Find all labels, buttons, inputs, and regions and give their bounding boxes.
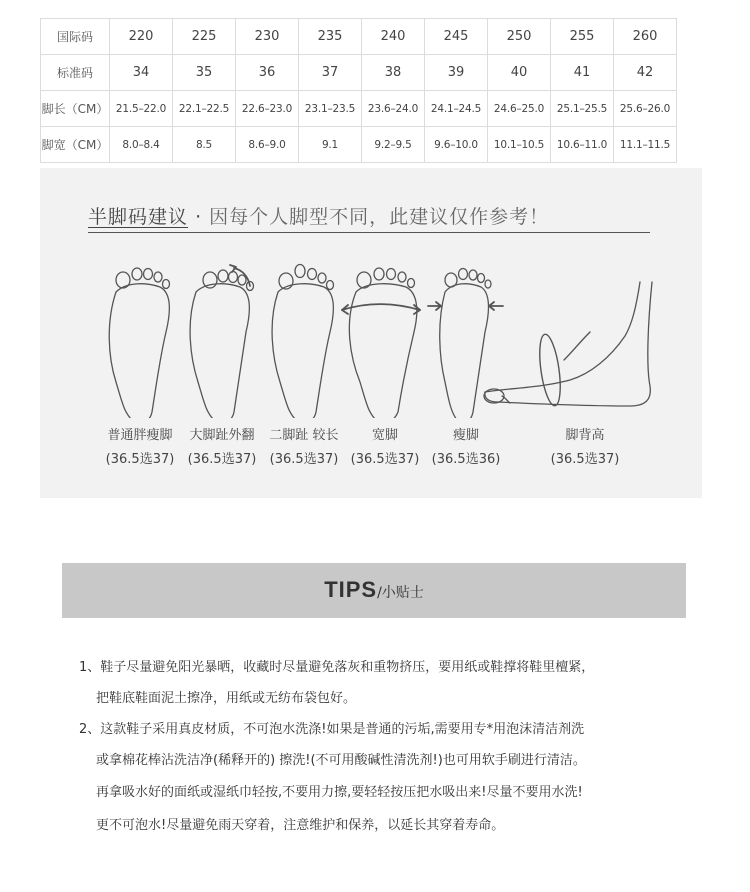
- size-cell: 9.6–10.0: [425, 127, 488, 163]
- size-cell: 36: [236, 55, 299, 91]
- size-cell: 38: [362, 55, 425, 91]
- tip-line: 或拿棉花棒沾洗洁净(稀释开的) 擦洗!(不可用酸碱性清洗剂!)也可用软手刷进行清洁。: [96, 753, 586, 768]
- foot-size-suggestion: (36.5选37): [550, 452, 620, 467]
- size-table-row: [41, 127, 677, 163]
- size-cell: 21.5–22.0: [110, 91, 173, 127]
- size-row-label: 标准码: [41, 55, 110, 91]
- size-cell: 9.2–9.5: [362, 127, 425, 163]
- wide-foot-icon: [342, 268, 420, 418]
- size-cell: 39: [425, 55, 488, 91]
- half-size-advice-panel: [40, 168, 702, 498]
- size-cell: 250: [488, 19, 551, 55]
- size-cell: 24.6–25.0: [488, 91, 551, 127]
- size-cell: 35: [173, 55, 236, 91]
- foot-size-suggestion: (36.5选37): [269, 452, 339, 467]
- foot-size-suggestion: (36.5选37): [187, 452, 257, 467]
- foot-size-suggestion: (36.5选36): [431, 452, 501, 467]
- high-instep-foot-icon: [484, 282, 652, 407]
- foot-size-suggestion: (36.5选37): [350, 452, 420, 467]
- size-cell: 34: [110, 55, 173, 91]
- tips-title: TIPS: [324, 577, 378, 602]
- size-cell: 8.6–9.0: [236, 127, 299, 163]
- size-cell: 255: [551, 19, 614, 55]
- tip-line: 再拿吸水好的面纸或湿纸巾轻按,不要用力擦,要轻轻按压把水吸出来!尽量不要用水洗!: [96, 785, 583, 800]
- advice-title: [88, 202, 549, 229]
- size-row-label: 脚宽（CM）: [41, 127, 110, 163]
- foot-type-label: 大脚趾外翻: [189, 428, 255, 443]
- size-cell: 235: [299, 19, 362, 55]
- size-cell: 225: [173, 19, 236, 55]
- size-cell: 40: [488, 55, 551, 91]
- size-cell: 41: [551, 55, 614, 91]
- foot-illustrations: [40, 248, 702, 418]
- size-cell: 260: [614, 19, 677, 55]
- size-cell: 245: [425, 19, 488, 55]
- size-table-row: [41, 19, 677, 55]
- normal-foot-icon: [109, 268, 169, 418]
- size-table-row: [41, 55, 677, 91]
- tips-banner: [62, 563, 686, 618]
- size-cell: 25.1–25.5: [551, 91, 614, 127]
- foot-type-label: 宽脚: [371, 428, 398, 443]
- size-cell: 8.0–8.4: [110, 127, 173, 163]
- size-row-label: 脚长（CM）: [41, 91, 110, 127]
- size-cell: 230: [236, 19, 299, 55]
- size-cell: 42: [614, 55, 677, 91]
- size-cell: 8.5: [173, 127, 236, 163]
- tip-line: 2、这款鞋子采用真皮材质，不可泡水洗涤!如果是普通的污垢,需要用专*用泡沫清洁剂洗: [79, 722, 585, 737]
- size-row-label: 国际码: [41, 19, 110, 55]
- title-divider: [88, 232, 650, 233]
- size-cell: 23.1–23.5: [299, 91, 362, 127]
- size-cell: 22.1–22.5: [173, 91, 236, 127]
- foot-size-suggestion: (36.5选37): [105, 452, 175, 467]
- size-cell: 9.1: [299, 127, 362, 163]
- tip-line: 把鞋底鞋面泥土擦净，用纸或无纺布袋包好。: [96, 691, 357, 706]
- size-cell: 24.1–24.5: [425, 91, 488, 127]
- size-cell: 11.1–11.5: [614, 127, 677, 163]
- size-cell: 25.6–26.0: [614, 91, 677, 127]
- advice-title-note: 因每个人脚型不同，此建议仅作参考！: [209, 206, 550, 228]
- size-cell: 220: [110, 19, 173, 55]
- advice-title-separator: ·: [195, 206, 203, 228]
- tip-line: 1、鞋子尽量避免阳光暴晒，收藏时尽量避免落灰和重物挤压，要用纸或鞋撑将鞋里檀紧，: [79, 660, 595, 675]
- size-table-row: [41, 91, 677, 127]
- bunion-foot-icon: [190, 265, 253, 418]
- tips-subtitle: /小贴士: [377, 585, 424, 601]
- foot-type-label: 脚背高: [565, 428, 605, 443]
- size-cell: 37: [299, 55, 362, 91]
- size-cell: 23.6–24.0: [362, 91, 425, 127]
- tips-heading: [62, 577, 686, 603]
- size-cell: 10.6–11.0: [551, 127, 614, 163]
- long-second-toe-foot-icon: [272, 265, 333, 419]
- size-table: [40, 18, 677, 163]
- size-cell: 10.1–10.5: [488, 127, 551, 163]
- foot-type-label: 普通胖瘦脚: [107, 428, 173, 443]
- tip-line: 更不可泡水!尽量避免雨天穿着，注意维护和保养，以延长其穿着寿命。: [96, 818, 505, 833]
- foot-type-label: 瘦脚: [452, 428, 479, 443]
- advice-title-prefix: 半脚码建议: [88, 206, 189, 228]
- slim-foot-icon: [428, 269, 503, 419]
- size-cell: 22.6–23.0: [236, 91, 299, 127]
- size-cell: 240: [362, 19, 425, 55]
- foot-type-label: 二脚趾 较长: [269, 428, 339, 443]
